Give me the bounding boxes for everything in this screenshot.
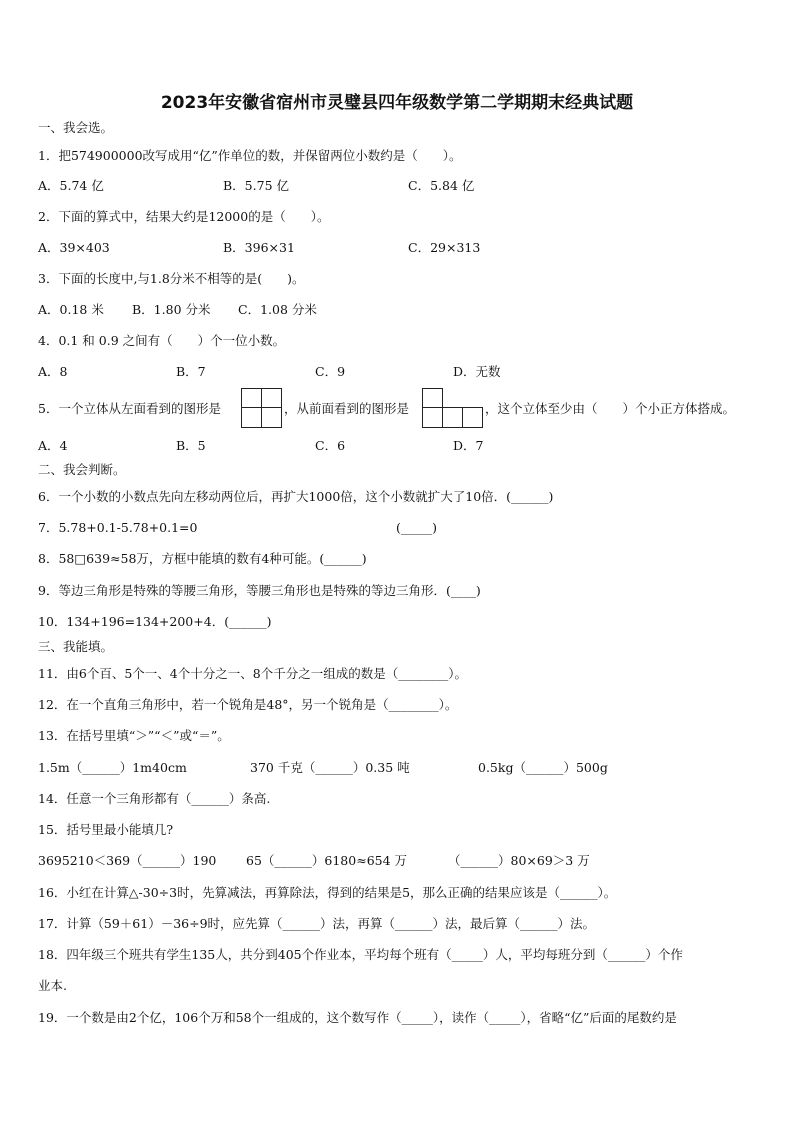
q4-option-b: B．7	[176, 364, 206, 379]
question-17: 17．计算（59＋61）－36÷9时，应先算（______）法，再算（______）法，最后算（______）法。	[38, 916, 596, 931]
q13-item-2: 370 千克（______）0.35 吨	[250, 760, 410, 775]
question-10: 10．134+196=134+200+4．(______)	[38, 614, 272, 629]
left-view-figure	[241, 388, 283, 428]
q1-option-b: B．5.75 亿	[223, 178, 289, 193]
q1-option-c: C．5.84 亿	[408, 178, 475, 193]
q5-option-d: D．7	[453, 438, 484, 453]
q4-option-d: D．无数	[453, 364, 501, 379]
question-11: 11．由6个百、5个一、4个十分之一、8个千分之一组成的数是（________）。	[38, 666, 467, 681]
section-heading-choice: 一、我会选。	[38, 120, 114, 135]
page-title: 2023年安徽省宿州市灵璧县四年级数学第二学期期末经典试题	[160, 93, 634, 113]
q4-option-a: A．8	[38, 364, 68, 379]
question-15: 15．括号里最小能填几?	[38, 822, 174, 837]
q3-option-b: B．1.80 分米	[132, 302, 211, 317]
q15-item-2: 65（______）6180≈654 万	[246, 853, 408, 868]
question-5-part-2: ，从前面看到的图形是	[284, 401, 410, 416]
question-8: 8．58□639≈58万，方框中能填的数有4种可能。(______)	[38, 551, 367, 566]
q3-option-c: C．1.08 分米	[238, 302, 317, 317]
q2-option-c: C．29×313	[408, 240, 481, 255]
question-7-blank: (_____)	[396, 520, 438, 535]
question-3: 3．下面的长度中,与1.8分米不相等的是( )。	[38, 271, 305, 286]
q13-item-1: 1.5m（______）1m40cm	[38, 760, 187, 775]
question-4: 4．0.1 和 0.9 之间有（ ）个一位小数。	[38, 333, 286, 348]
q1-option-a: A．5.74 亿	[38, 178, 104, 193]
question-19: 19．一个数是由2个亿，106个万和58个一组成的，这个数写作（_____），读作（_____），省略“亿”后面的尾数约是	[38, 1010, 677, 1025]
question-5-part-1: 5．一个立体从左面看到的图形是	[38, 401, 221, 416]
section-heading-fill: 三、我能填。	[38, 639, 114, 654]
question-5-part-3: ，这个立体至少由（ ）个小正方体搭成。	[485, 401, 736, 416]
question-14: 14．任意一个三角形都有（______）条高.	[38, 791, 271, 806]
front-view-figure	[422, 388, 484, 428]
q2-option-b: B．396×31	[223, 240, 295, 255]
q15-item-1: 3695210＜369（______）190	[38, 853, 217, 868]
question-12: 12．在一个直角三角形中，若一个锐角是48°，另一个锐角是（________）。	[38, 697, 458, 712]
question-7: 7．5.78+0.1-5.78+0.1=0	[38, 520, 198, 535]
question-1: 1．把574900000改写成用“亿”作单位的数，并保留两位小数约是（ ）。	[38, 148, 462, 163]
question-18-line-1: 18．四年级三个班共有学生135人，共分到405个作业本，平均每个班有（_____）人，平均每班分到（______）个作	[38, 947, 683, 962]
question-2: 2．下面的算式中，结果大约是12000的是（ ）。	[38, 209, 330, 224]
question-16: 16．小红在计算△-30÷3时，先算减法，再算除法，得到的结果是5，那么正确的结果应该是（______）。	[38, 885, 617, 900]
question-13: 13．在括号里填“＞”“＜”或“＝”。	[38, 728, 230, 743]
q5-option-b: B．5	[176, 438, 206, 453]
q13-item-3: 0.5kg（______）500g	[478, 760, 608, 775]
q3-option-a: A．0.18 米	[38, 302, 104, 317]
question-18-line-2: 业本.	[38, 978, 67, 993]
section-heading-judge: 二、我会判断。	[38, 462, 126, 477]
q2-option-a: A．39×403	[38, 240, 110, 255]
q5-option-a: A．4	[38, 438, 68, 453]
q5-option-c: C．6	[315, 438, 346, 453]
q15-item-3: （______）80×69＞3 万	[448, 853, 590, 868]
question-6: 6．一个小数的小数点先向左移动两位后，再扩大1000倍，这个小数就扩大了10倍．(______)	[38, 489, 554, 504]
question-9: 9．等边三角形是特殊的等腰三角形，等腰三角形也是特殊的等边三角形．(____)	[38, 583, 481, 598]
q4-option-c: C．9	[315, 364, 346, 379]
